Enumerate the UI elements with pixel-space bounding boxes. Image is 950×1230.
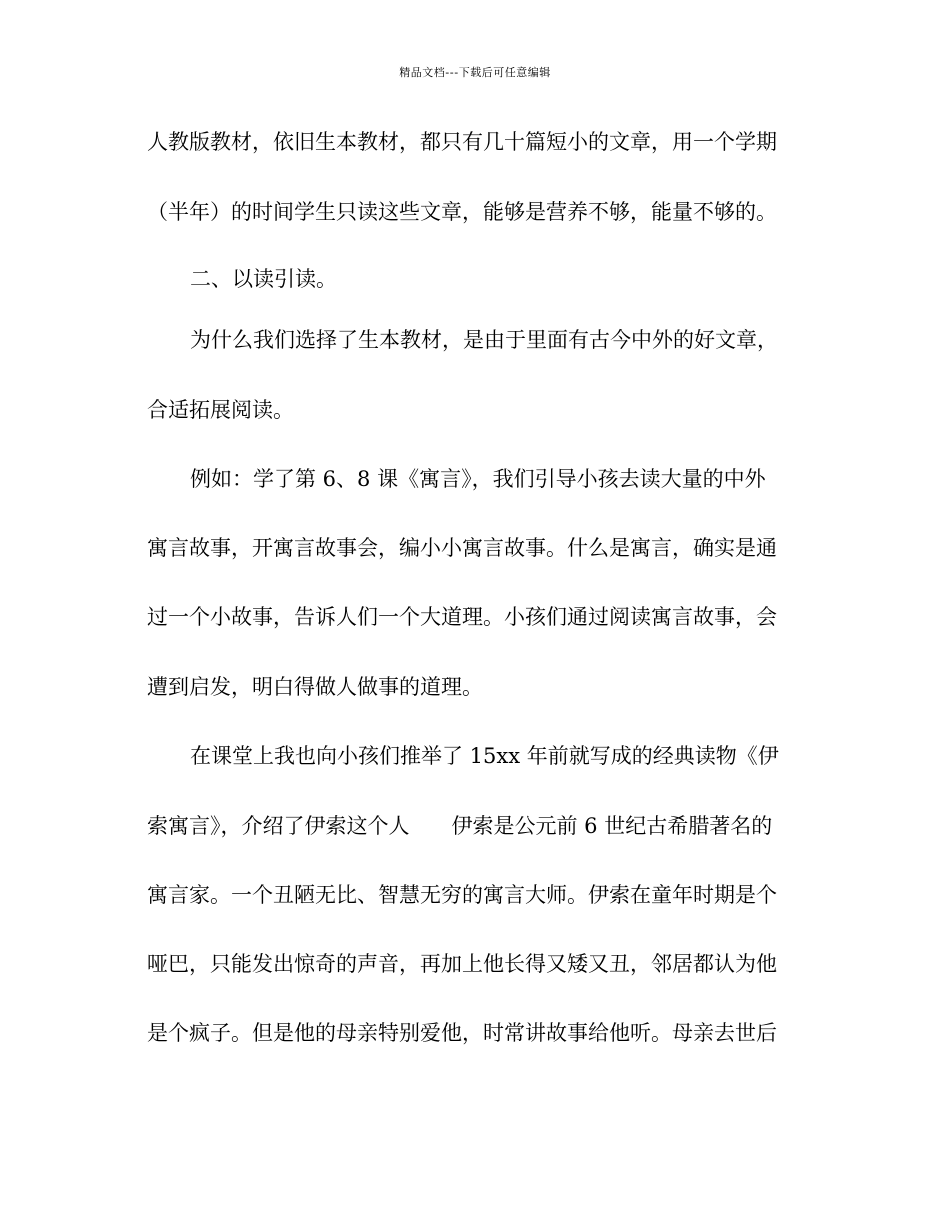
body-line-6: 例如：学了第 6、8 课《寓言》，我们引导小孩去读大量的中外 [190, 467, 766, 491]
body-line-12: 寓言家。一个丑陋无比、智慧无穷的寓言大师。伊索在童年时期是个 [147, 883, 777, 907]
body-line-8: 过一个小故事，告诉人们一个大道理。小孩们通过阅读寓言故事，会 [147, 605, 777, 629]
body-line-7: 寓言故事，开寓言故事会，编小小寓言故事。什么是寓言，确实是通 [147, 536, 777, 560]
body-line-5: 合适拓展阅读。 [147, 398, 294, 422]
body-line-1: 人教版教材，依旧生本教材，都只有几十篇短小的文章，用一个学期 [147, 130, 777, 154]
body-line-9: 遭到启发，明白得做人做事的道理。 [147, 675, 483, 699]
body-line-11: 索寓言》，介绍了伊索这个人 伊索是公元前 6 世纪古希腊著名的 [147, 814, 773, 838]
body-line-14: 是个疯子。但是他的母亲特别爱他，时常讲故事给他听。母亲去世后 [147, 1021, 777, 1045]
body-line-10: 在课堂上我也向小孩们推举了 15xx 年前就写成的经典读物《伊 [190, 744, 779, 768]
section-heading: 二、以读引读。 [190, 267, 337, 291]
body-line-13: 哑巴，只能发出惊奇的声音，再加上他长得又矮又丑，邻居都认为他 [147, 952, 777, 976]
page-header: 精品文档---下载后可任意编辑 [399, 66, 551, 79]
body-line-4: 为什么我们选择了生本教材，是由于里面有古今中外的好文章， [190, 328, 778, 352]
body-line-2: （半年）的时间学生只读这些文章，能够是营养不够，能量不够的。 [147, 200, 777, 224]
